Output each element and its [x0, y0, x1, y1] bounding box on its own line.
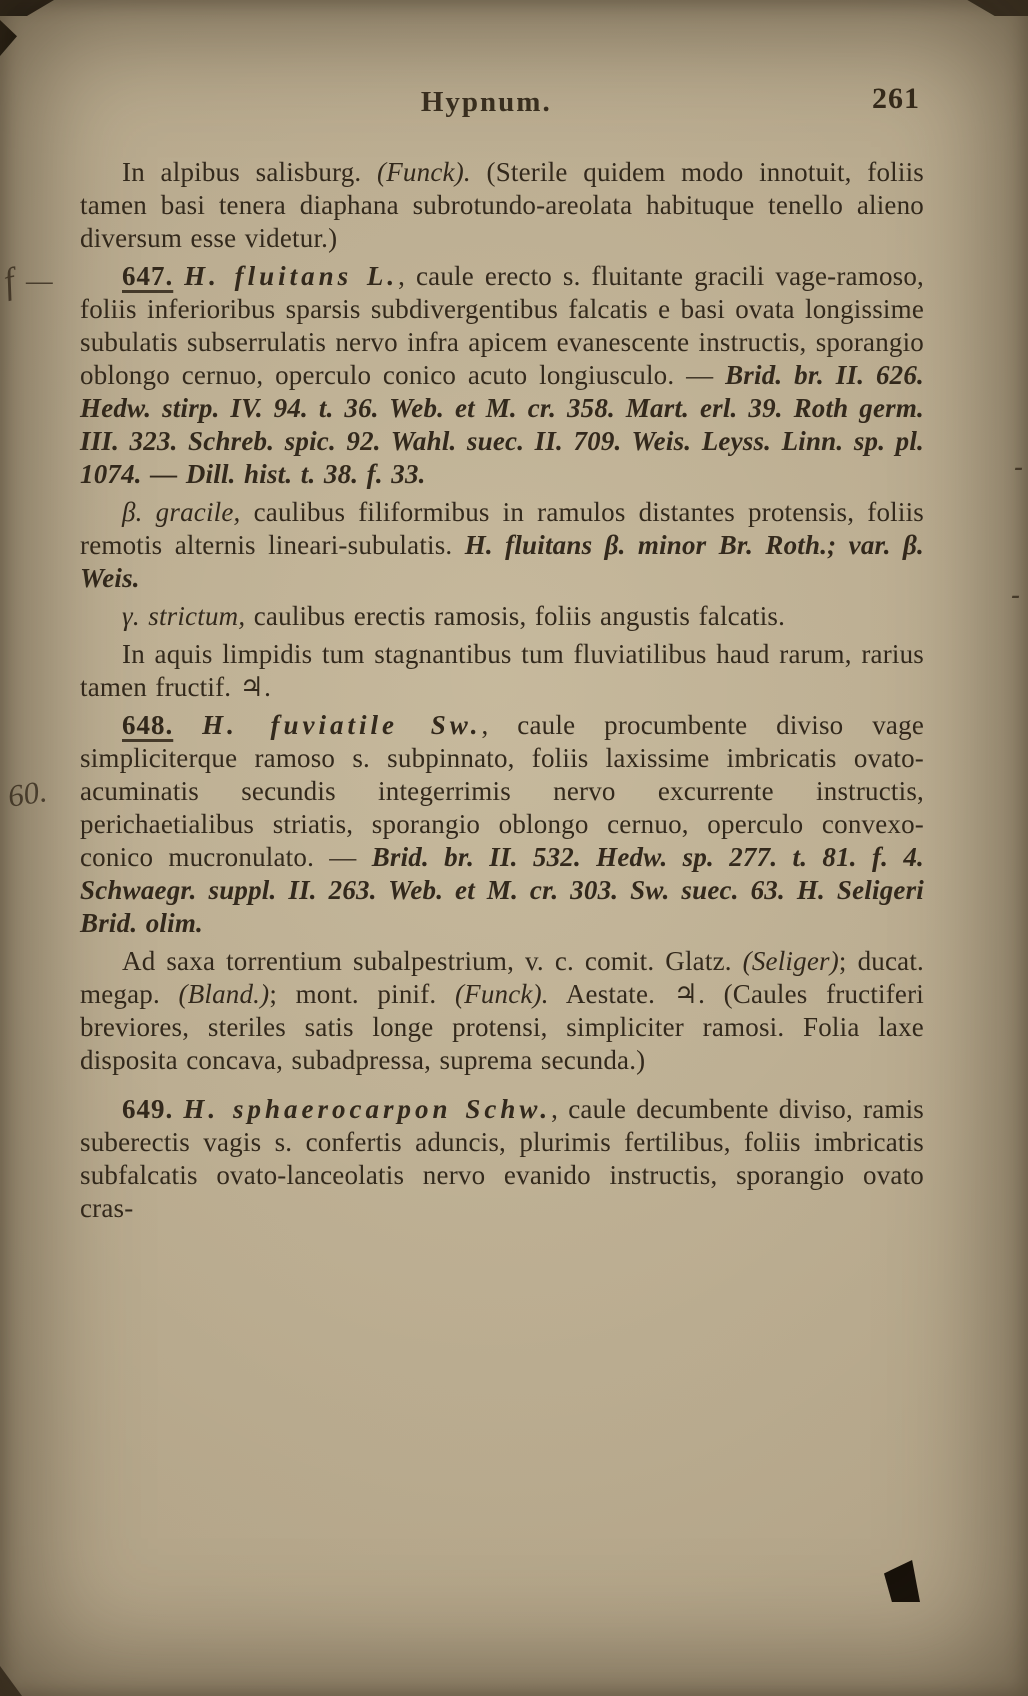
variety-beta: [80, 496, 924, 595]
running-header: [80, 82, 924, 132]
text-segment: ; mont. pinif.: [269, 979, 455, 1009]
text-segment: H. fluitans L.: [184, 261, 399, 291]
scan-artifact-top-right: [954, 0, 1028, 16]
text-segment: 648.: [122, 710, 174, 740]
text-segment: β. gracile,: [122, 497, 241, 527]
scan-artifact-left-edge: [0, 20, 17, 56]
text-segment: (Bland.): [178, 979, 270, 1009]
scan-artifact-bottom-right: [884, 1560, 920, 1602]
text-segment: (Seliger): [742, 946, 839, 976]
text-segment: Brid. br. II. 532. Hedw. sp. 277. t. 81. f. 4. Schwaegr. suppl. II. 263. Web. et M. cr. 303. Sw. suec. 63. H. Seligeri Brid. olim.: [80, 842, 924, 938]
text-segment: Aestate. ♃. (Caules fructiferi breviores, steriles satis longe protensi, simpliciter ramosi. Folia laxe disposita concava, subadpressa, suprema secunda.): [80, 979, 925, 1075]
text-segment: , caule procumbente diviso vage simpliciterque ramoso s. subpinnato, foliis laxissime imbricatis ovato-acuminatis secundis integerrimis nervo excurrente instructis, perichaetialibus striatis, sporangio oblongo cernuo, operculo convexo-conico mucronulato. —: [80, 710, 924, 872]
margin-mark-right-1: -: [1014, 452, 1023, 481]
text-segment: H. fluitans β. minor Br. Roth.; var. β. Weis.: [80, 530, 924, 593]
habitat-648: [80, 945, 924, 1077]
text-segment: , caule erecto s. fluitante gracili vage-ramoso, foliis inferioribus sparsis subdivergentibus falcatis e basi ovata longissime subulatis subserrulatis nervo infra apicem evanescente instructis, sporangio oblongo cernuo, operculo conico acuto longiusculo. —: [80, 261, 925, 390]
text-segment: 649.: [122, 1094, 174, 1124]
scan-artifact-bottom-left: [0, 1666, 22, 1696]
handwritten-note-60: 60.: [5, 773, 50, 814]
entry-647: [80, 260, 924, 491]
text-segment: (Sterile quidem modo innotuit, foliis tamen basi tenera diaphana subrotundo-areolata habituque tenello alieno diversum esse videtur.): [80, 157, 924, 253]
text-segment: ; ducat. megap.: [80, 946, 924, 1009]
entry-648: [80, 709, 924, 940]
text-segment: H. fuviatile Sw.: [202, 710, 482, 740]
text-segment: Brid. br. II. 626. Hedw. stirp. IV. 94. t. 36. Web. et M. cr. 358. Mart. erl. 39. Roth germ. III. 323. Schreb. spic. 92. Wahl. suec. II. 709. Weis. Leyss. Linn. sp. pl. 1074. — Dill. hist. t. 38. f. 33.: [80, 360, 924, 489]
handwritten-mark-left: f: [0, 260, 19, 302]
text-segment: γ. strictum,: [122, 601, 246, 631]
text-segment: Ad saxa torrentium subalpestrium, v. c. comit. Glatz.: [122, 946, 743, 976]
text-segment: [173, 261, 184, 291]
handwritten-dash-left: —: [26, 264, 51, 297]
scan-artifact-top-left: [0, 0, 54, 16]
text-segment: , caule decumbente diviso, ramis suberectis vagis s. confertis aduncis, plurimis fertilibus, foliis imbricatis subfalcatis ovato-lanceolatis nervo evanido instructis, sporangio ovato cras-: [80, 1094, 925, 1223]
text-column: [80, 82, 925, 1225]
paragraph-intro: [80, 156, 924, 255]
text-segment: 647.: [122, 261, 174, 291]
page-number: 261: [872, 82, 920, 115]
habitat-647: [80, 638, 924, 704]
text-segment: (Funck).: [377, 157, 471, 187]
variety-gamma: [80, 600, 924, 633]
running-title: Hypnum.: [420, 86, 552, 118]
text-segment: [173, 1094, 183, 1124]
text-segment: In alpibus salisburg.: [122, 157, 378, 187]
text-segment: (Funck).: [454, 979, 549, 1009]
text-segment: [173, 710, 202, 740]
entry-649: [80, 1093, 924, 1225]
text-segment: H. sphaerocarpon Schw.: [183, 1094, 552, 1124]
text-segment: caulibus erectis ramosis, foliis angustis falcatis.: [245, 601, 786, 631]
text-segment: caulibus filiformibus in ramulos distantes protensis, foliis remotis alternis lineari-subulatis.: [80, 497, 924, 560]
margin-mark-right-2: -: [1011, 580, 1020, 609]
text-segment: In aquis limpidis tum stagnantibus tum fluviatilibus haud rarum, rarius tamen fructif. ♃.: [80, 639, 924, 702]
